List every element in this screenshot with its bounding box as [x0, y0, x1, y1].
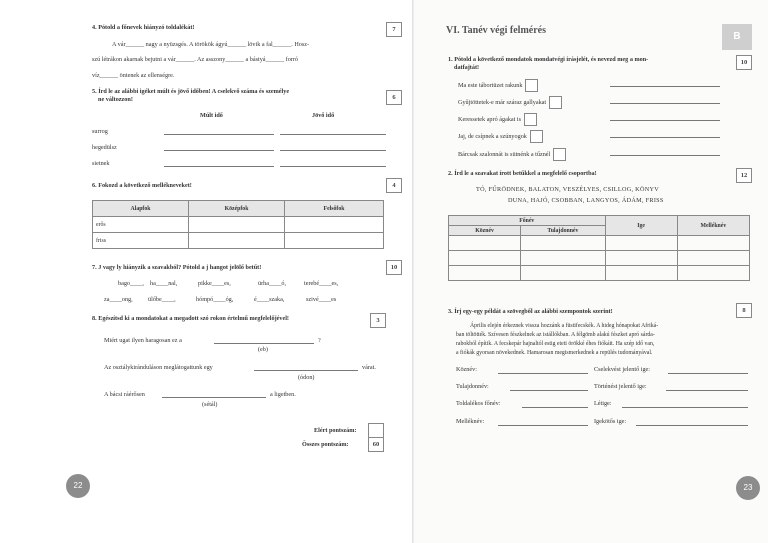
- q2-header-cell: Tulajdonnév: [521, 226, 605, 236]
- q1-answer-line[interactable]: [610, 86, 720, 87]
- q3-left-label: Tulajdonnév:: [456, 383, 489, 390]
- q3-answer-line[interactable]: [636, 425, 748, 426]
- page-number-left: 22: [66, 474, 90, 498]
- q1-sentence-row: [458, 148, 566, 161]
- q6-table: [92, 200, 384, 249]
- q1-sentence-row: [458, 113, 537, 126]
- q5-verb-2: hegedülsz: [92, 144, 117, 151]
- q3-text-line: ban töltötték. Szívesen fészkelnek az istállókban. A félgömb alakú fészket apró sárda-: [456, 332, 655, 338]
- q8-sentence-3-end: a ligetben.: [270, 391, 296, 398]
- q6-answer-cell[interactable]: [189, 217, 285, 233]
- q7-word: hómpó____óg,: [196, 296, 234, 303]
- q3-left-label: Toldalékos főnév:: [456, 400, 501, 407]
- q8-answer-line[interactable]: [254, 370, 358, 371]
- q2-words-line2: DUNA, HAJÓ, CSOBBAN, LANGYOS, ÁDÁM, FRISS: [508, 197, 664, 204]
- q3-right-label: Cselekvést jelentő ige:: [594, 366, 651, 373]
- q2-points-box[interactable]: 12: [736, 168, 752, 183]
- q5-answer-line[interactable]: [280, 150, 386, 151]
- q6-row-label: friss: [93, 233, 189, 249]
- q2-answer-cell[interactable]: [449, 236, 521, 251]
- q3-answer-line[interactable]: [666, 390, 748, 391]
- q1-answer-line[interactable]: [610, 155, 720, 156]
- q1-punctuation-box[interactable]: [549, 96, 562, 109]
- q5-verb-3: sietnek: [92, 160, 110, 167]
- right-page: [414, 0, 768, 543]
- q1-punctuation-box[interactable]: [530, 130, 543, 143]
- q7-word: terebé____es,: [304, 280, 339, 287]
- q8-sentence-1-end: ?: [318, 337, 321, 344]
- q8-hint-3: (sétál): [202, 401, 218, 408]
- q3-answer-line[interactable]: [510, 390, 588, 391]
- q6-answer-cell[interactable]: [189, 233, 285, 249]
- q8-sentence-3: A bácsi ráérősen: [104, 391, 145, 398]
- q3-text-line: rabokból építik. A fecskepár hajnaltól estig eteti örökké éhes fiókáit. Ha szép idő van,: [456, 341, 655, 347]
- q7-word: é____szaka,: [254, 296, 285, 303]
- q4-line3: víz______ öntenek az ellenségre.: [92, 72, 175, 79]
- q6-header-cell: Alapfok: [93, 201, 189, 217]
- q8-answer-line[interactable]: [162, 397, 266, 398]
- q2-answer-cell[interactable]: [449, 251, 521, 266]
- q7-word: szivé____es: [306, 296, 337, 303]
- q4-points-box[interactable]: 7: [386, 22, 402, 37]
- q3-text-line: a fiókák gyorsan növekednek. Hamarosan megismerkednek a repülés tudományával.: [456, 350, 653, 356]
- q1-sentence-row: [458, 130, 543, 143]
- q2-answer-cell[interactable]: [677, 251, 749, 266]
- q1-points-box[interactable]: 10: [736, 55, 752, 70]
- q5-answer-line[interactable]: [164, 134, 274, 135]
- q7-word: ürha____ó,: [258, 280, 287, 287]
- q6-title: 6. Fokozd a következő mellékneveket!: [92, 182, 192, 189]
- q2-answer-cell[interactable]: [677, 236, 749, 251]
- q4-title: 4. Pótold a főnevek hiányzó toldalékát!: [92, 24, 195, 31]
- q4-line2: szú létrákon akarnak bejutni a vár______. Az asszony______ a bástyá______ forró: [92, 56, 299, 63]
- q8-sentence-2-end: várat.: [362, 364, 376, 371]
- q1-sentence: Bárcsak szalonnát is sütnénk a tűznél: [458, 150, 551, 158]
- q3-left-label: Köznév:: [456, 366, 477, 373]
- q1-answer-line[interactable]: [610, 137, 720, 138]
- q8-hint-2: (ódon): [298, 374, 315, 381]
- q6-answer-cell[interactable]: [285, 217, 384, 233]
- q3-answer-line[interactable]: [522, 407, 588, 408]
- q6-row-label: erős: [93, 217, 189, 233]
- q1-sentence-row: [458, 96, 562, 109]
- q1-sentence-row: [458, 79, 538, 92]
- q7-word: pikke____es,: [198, 280, 231, 287]
- q5-col-future: Jövő idő: [312, 112, 335, 119]
- q5-answer-line[interactable]: [280, 166, 386, 167]
- q2-answer-cell[interactable]: [521, 236, 605, 251]
- score-earned-label: Elért pontszám:: [314, 427, 357, 434]
- q1-answer-line[interactable]: [610, 103, 720, 104]
- q1-sentence: Jaj, de csípnek a szúnyogok: [458, 132, 527, 140]
- q6-points-box[interactable]: 4: [386, 178, 402, 193]
- q1-sentence: Keressetek apró ágakat is: [458, 115, 522, 123]
- q8-answer-line[interactable]: [214, 343, 314, 344]
- q5-col-past: Múlt idő: [200, 112, 223, 119]
- section-badge: B: [722, 24, 752, 50]
- q3-right-label: Létige:: [594, 400, 612, 407]
- q2-title: 2. Írd le a szavakat írott betűkkel a megfelelő csoportba!: [448, 170, 597, 177]
- q3-answer-line[interactable]: [668, 373, 748, 374]
- q3-answer-line[interactable]: [622, 407, 748, 408]
- q3-answer-line[interactable]: [498, 425, 588, 426]
- q3-points-box[interactable]: 8: [736, 303, 752, 318]
- q3-right-label: Igekötős ige:: [594, 418, 627, 425]
- q7-title: 7. J vagy ly hiányzik a szavakból? Pótold a j hangot jelölő betűt!: [92, 264, 262, 271]
- q2-answer-cell[interactable]: [521, 251, 605, 266]
- q8-sentence-2: Az osztálykiránduláson meglátogattunk egy: [104, 364, 213, 371]
- q1-sentence: Gyűjtöttetek-e már száraz gallyakat: [458, 98, 547, 106]
- q4-line1: A vár______ nagy a nyüzsgés. A törökök ágyú______ lövik a fal______. Hosz-: [112, 41, 310, 48]
- q6-answer-cell[interactable]: [285, 233, 384, 249]
- section-title: VI. Tanév végi felmérés: [446, 25, 546, 36]
- q2-answer-cell[interactable]: [677, 266, 749, 281]
- q8-hint-1: (eb): [258, 346, 268, 353]
- q5-verb-1: surrog: [92, 128, 108, 135]
- q3-left-label: Melléknév:: [456, 418, 485, 425]
- q7-points-box[interactable]: 10: [386, 260, 402, 275]
- q1-punctuation-box[interactable]: [524, 113, 537, 126]
- q3-answer-line[interactable]: [498, 373, 588, 374]
- q5-answer-line[interactable]: [280, 134, 386, 135]
- q5-title-line1: 5. Írd le az alábbi igéket múlt és jövő időben! A cselekvő száma és személye: [92, 88, 290, 95]
- q2-header-cell: Köznév: [449, 226, 521, 236]
- score-total-box: 60: [368, 437, 384, 452]
- page-number-right: 23: [736, 476, 760, 500]
- q7-word: bago____,: [118, 280, 144, 287]
- score-earned-box[interactable]: [368, 423, 384, 438]
- q5-title-line2: ne változzon!: [98, 96, 133, 103]
- q2-answer-cell[interactable]: [605, 236, 677, 251]
- q1-punctuation-box[interactable]: [525, 79, 538, 92]
- score-total-label: Összes pontszám:: [302, 441, 349, 448]
- q5-answer-line[interactable]: [164, 166, 274, 167]
- q6-header-cell: Középfok: [189, 201, 285, 217]
- q2-answer-cell[interactable]: [521, 266, 605, 281]
- q2-answer-cell[interactable]: [605, 266, 677, 281]
- q7-word: za____ong,: [104, 296, 133, 303]
- q2-answer-cell[interactable]: [605, 251, 677, 266]
- q3-text-line: Április elején érkeznek vissza hozzánk a füstifecskék. A hideg hónapokat Afriká-: [470, 323, 659, 329]
- q1-title-line2: datfajtát!: [454, 64, 480, 71]
- q2-table: [448, 215, 750, 281]
- q6-header-cell: Felsőfok: [285, 201, 384, 217]
- q1-sentence: Ma este tábortüzet rakunk: [458, 81, 523, 89]
- q7-word: ülőbe____,: [148, 296, 176, 303]
- q1-punctuation-box[interactable]: [553, 148, 566, 161]
- q3-title: 3. Írj egy-egy példát a szövegből az alábbi szempontok szerint!: [448, 308, 613, 315]
- q8-title: 8. Egészítsd ki a mondatokat a megadott szó rokon értelmű megfelelőjével!: [92, 315, 289, 322]
- q2-header-cell: Ige: [605, 216, 677, 236]
- q2-answer-cell[interactable]: [449, 266, 521, 281]
- q2-header-cell: Melléknév: [677, 216, 749, 236]
- q1-title-line1: 1. Pótold a következő mondatok mondatvégi írásjelét, és nevezd meg a mon-: [448, 56, 649, 63]
- q8-points-box[interactable]: 3: [370, 313, 386, 328]
- q2-header-group: Főnév: [449, 216, 606, 226]
- q7-word: ha____nal,: [150, 280, 178, 287]
- q5-answer-line[interactable]: [164, 150, 274, 151]
- q2-words-line1: TÓ, FŰRÖDNEK, BALATON, VESZÉLYES, CSILLOG, KÖNYV: [476, 186, 660, 193]
- q8-sentence-1: Miért ugat ilyen haragosan ez a: [104, 337, 182, 344]
- q5-points-box[interactable]: 6: [386, 90, 402, 105]
- q3-right-label: Történést jelentő ige:: [594, 383, 647, 390]
- q1-answer-line[interactable]: [610, 120, 720, 121]
